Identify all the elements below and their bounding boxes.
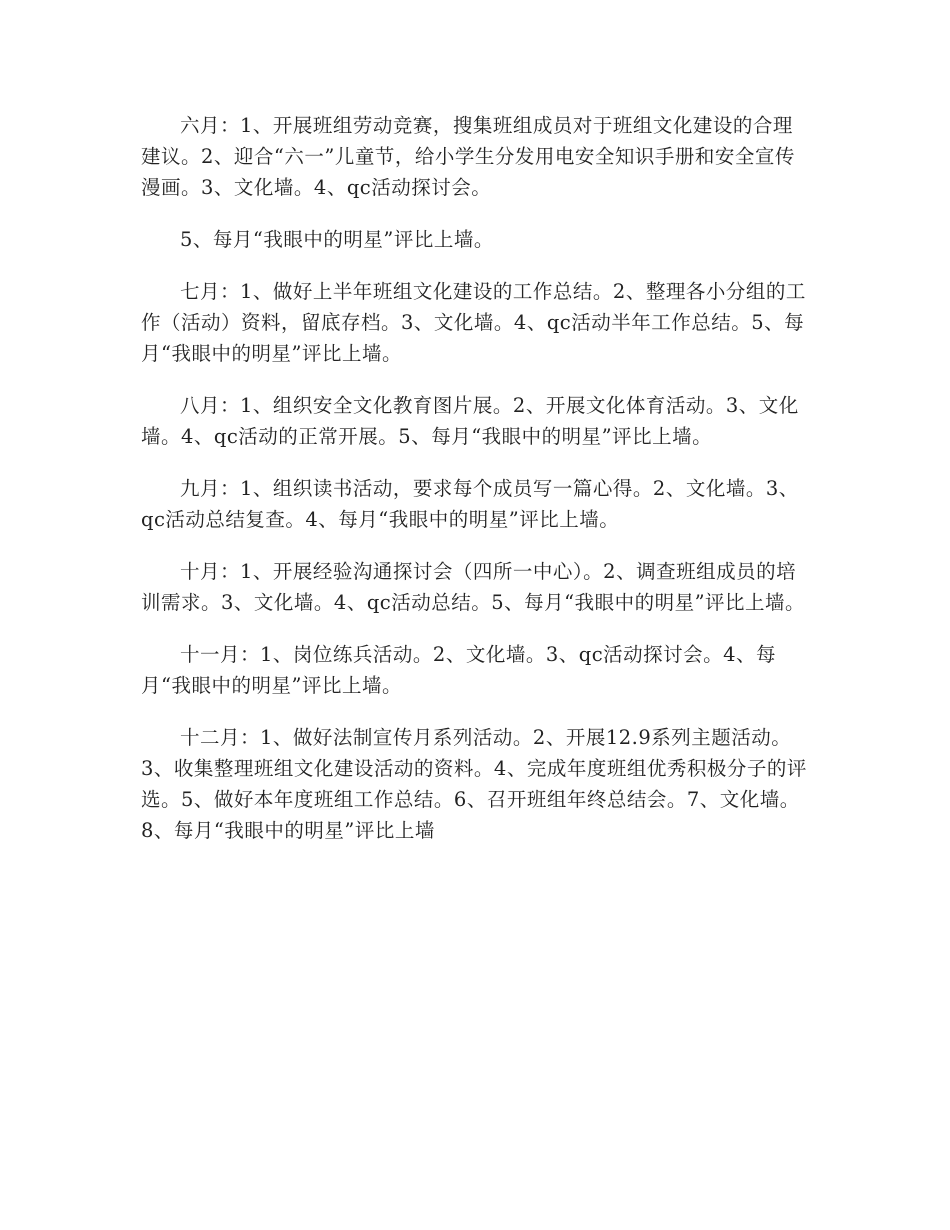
paragraph-june-continued: 5、每月“我眼中的明星”评比上墙。 [180,228,494,251]
paragraph-september: 九月：1、组织读书活动，要求每个成员写一篇心得。2、文化墙。3、qc活动总结复查。4、每月“我眼中的明星”评比上墙。 [141,477,799,531]
paragraph-june: 六月：1、开展班组劳动竞赛，搜集班组成员对于班组文化建设的合理建议。2、迎合“六一”儿童节，给小学生分发用电安全知识手册和安全宣传漫画。3、文化墙。4、qc活动探讨会。 [141,114,795,199]
paragraph-october: 十月：1、开展经验沟通探讨会（四所一中心）。2、调查班组成员的培训需求。3、文化墙。4、qc活动总结。5、每月“我眼中的明星”评比上墙。 [141,560,806,614]
paragraph-december: 十二月：1、做好法制宣传月系列活动。2、开展12.9系列主题活动。3、收集整理班组文化建设活动的资料。4、完成年度班组优秀积极分子的评选。5、做好本年度班组工作总结。6、召开班组年终总结会。7、文化墙。8、每月“我眼中的明星”评比上墙 [141,726,807,842]
paragraph-july: 七月：1、做好上半年班组文化建设的工作总结。2、整理各小分组的工作（活动）资料，留底存档。3、文化墙。4、qc活动半年工作总结。5、每月“我眼中的明星”评比上墙。 [141,280,806,365]
document-body [141,110,811,867]
paragraph-november: 十一月：1、岗位练兵活动。2、文化墙。3、qc活动探讨会。4、每月“我眼中的明星”评比上墙。 [141,643,777,697]
paragraph-august: 八月：1、组织安全文化教育图片展。2、开展文化体育活动。3、文化墙。4、qc活动的正常开展。5、每月“我眼中的明星”评比上墙。 [141,394,799,448]
